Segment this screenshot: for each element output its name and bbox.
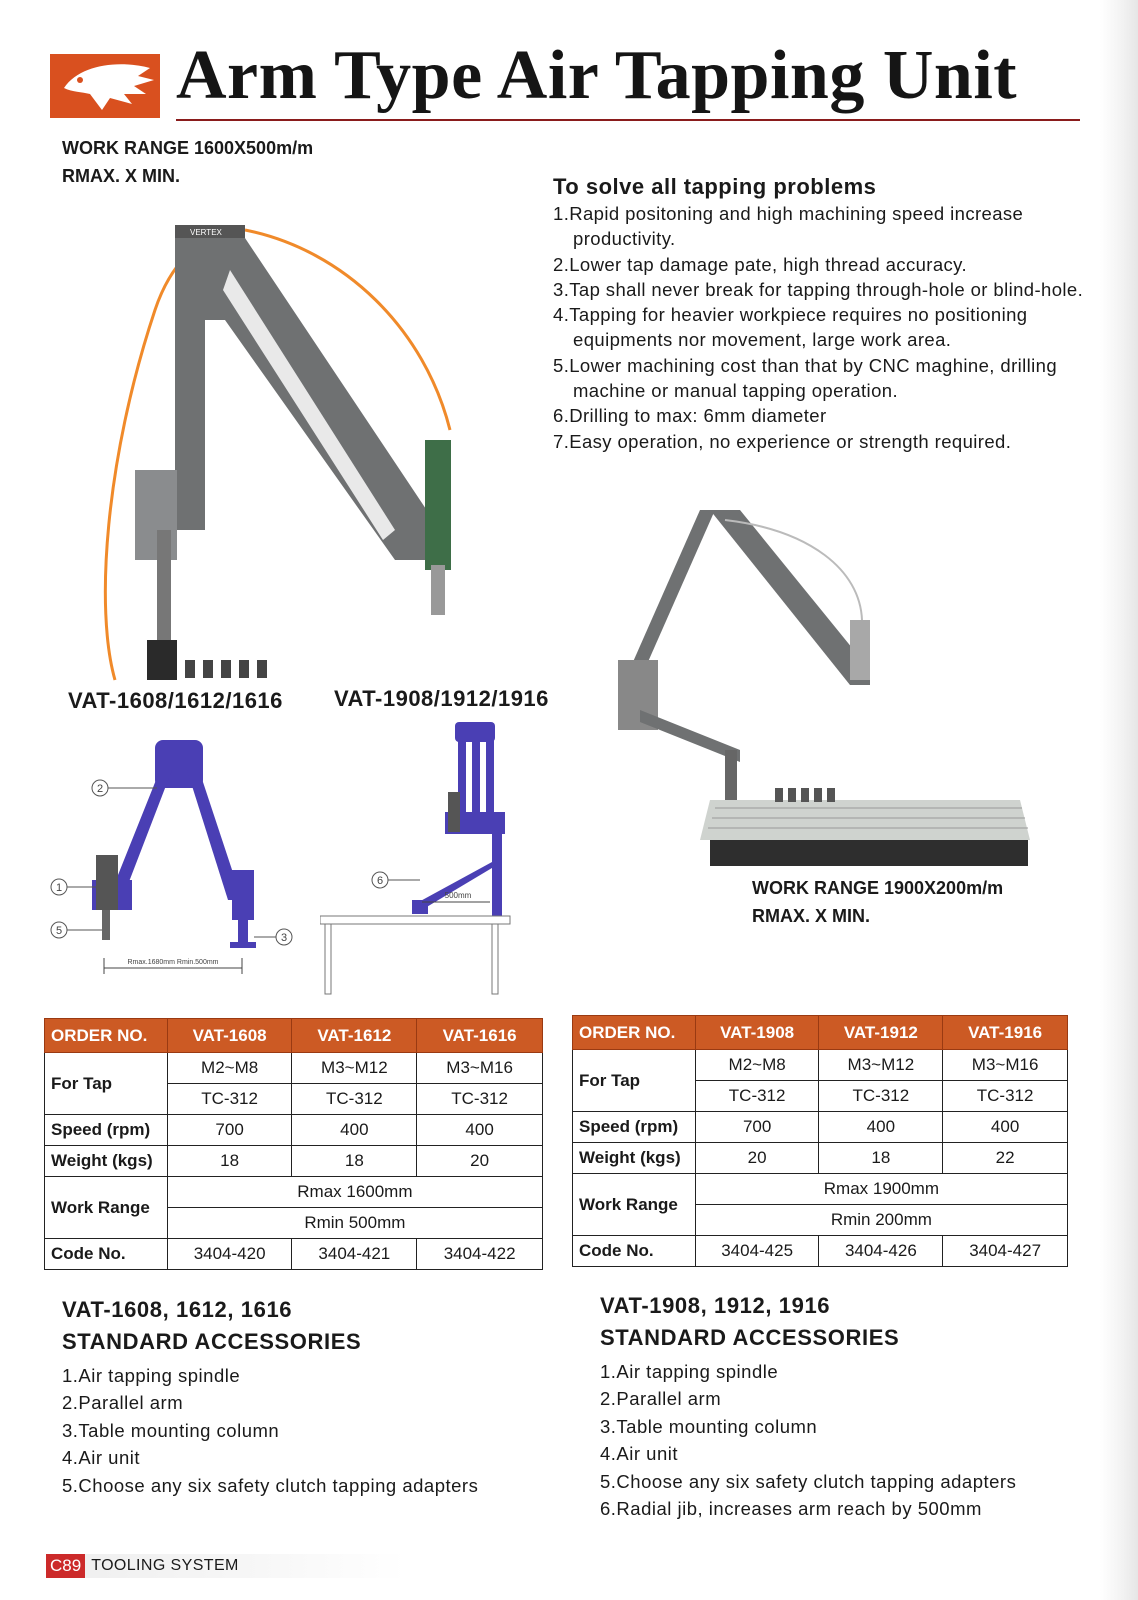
row-label: Weight (kgs) bbox=[45, 1146, 168, 1177]
header-cell: VAT-1908 bbox=[695, 1016, 819, 1050]
accessory-item: 3.Table mounting column bbox=[62, 1419, 280, 1441]
accessory-item: 1.Air tapping spindle bbox=[600, 1361, 779, 1382]
table-cell: 400 bbox=[819, 1112, 943, 1143]
table-cell: M3~M12 bbox=[819, 1050, 943, 1081]
vat-1608-photo bbox=[95, 210, 485, 695]
table-cell: M3~M16 bbox=[417, 1053, 543, 1084]
table-cell: 3404-426 bbox=[819, 1236, 943, 1267]
accessories-left-title: VAT-1608, 1612, 1616 bbox=[62, 1297, 293, 1322]
header-cell: VAT-1916 bbox=[943, 1016, 1068, 1050]
table-cell: 18 bbox=[292, 1146, 417, 1177]
diagram-left bbox=[42, 730, 302, 995]
table-row bbox=[573, 1050, 1068, 1081]
spec-table-left bbox=[44, 1018, 543, 1270]
table-row bbox=[573, 1236, 1068, 1267]
table-cell: TC-312 bbox=[819, 1081, 943, 1112]
callout-1: 1 bbox=[55, 882, 63, 894]
table-cell: 3404-421 bbox=[292, 1239, 417, 1270]
header-cell: VAT-1608 bbox=[167, 1019, 292, 1053]
features-heading: To solve all tapping problems bbox=[553, 174, 877, 199]
table-cell: 3404-422 bbox=[417, 1239, 543, 1270]
dim-left-label: Rmax.1680mm Rmin.500mm bbox=[127, 959, 219, 966]
table-cell: 700 bbox=[167, 1115, 292, 1146]
table-cell: Rmin 500mm bbox=[167, 1208, 542, 1239]
table-cell: Rmin 200mm bbox=[695, 1205, 1067, 1236]
accessories-right bbox=[600, 1290, 1090, 1522]
table-row bbox=[45, 1146, 543, 1177]
table-cell: TC-312 bbox=[292, 1084, 417, 1115]
table-cell: Rmax 1900mm bbox=[695, 1174, 1067, 1205]
table-header-row bbox=[45, 1019, 543, 1053]
callout-3: 3 bbox=[280, 932, 288, 944]
feature-item: 5.Lower machining cost than that by CNC maghine, drilling machine or manual tapping operation. bbox=[553, 354, 1058, 402]
callout-5: 5 bbox=[55, 925, 63, 937]
accessories-right-title: VAT-1908, 1912, 1916 bbox=[600, 1293, 831, 1318]
feature-item: 6.Drilling to max: 6mm diameter bbox=[553, 405, 827, 427]
accessories-right-subtitle: STANDARD ACCESSORIES bbox=[600, 1325, 900, 1350]
table-cell: 3404-427 bbox=[943, 1236, 1068, 1267]
callout-6: 6 bbox=[376, 875, 384, 887]
table-cell: TC-312 bbox=[417, 1084, 543, 1115]
table-cell: 22 bbox=[943, 1143, 1068, 1174]
table-cell: Rmax 1600mm bbox=[167, 1177, 542, 1208]
page-edge-shadow bbox=[1100, 0, 1138, 1600]
model-right: VAT-1908/1912/1916 bbox=[334, 686, 549, 711]
table-cell: 20 bbox=[695, 1143, 819, 1174]
feature-item: 2.Lower tap damage pate, high thread accuracy. bbox=[553, 253, 967, 275]
table-row bbox=[573, 1143, 1068, 1174]
accessory-item: 4.Air unit bbox=[62, 1447, 141, 1469]
header-cell: VAT-1616 bbox=[417, 1019, 543, 1053]
diagram-right bbox=[320, 712, 520, 1002]
feature-item: 3.Tap shall never break for tapping through-hole or blind-hole. bbox=[553, 278, 1084, 300]
accessory-item: 1.Air tapping spindle bbox=[62, 1365, 241, 1386]
table-cell: TC-312 bbox=[167, 1084, 292, 1115]
table-row bbox=[45, 1053, 543, 1084]
feature-item: 1.Rapid positoning and high machining speed increase productivity. bbox=[553, 203, 1024, 250]
header-cell: VAT-1612 bbox=[292, 1019, 417, 1053]
row-label: Speed (rpm) bbox=[573, 1112, 696, 1143]
eagle-logo bbox=[50, 54, 160, 118]
table-row bbox=[573, 1112, 1068, 1143]
page-title: Arm Type Air Tapping Unit bbox=[176, 37, 1018, 114]
features-list bbox=[553, 201, 1093, 454]
row-label: Code No. bbox=[573, 1236, 696, 1267]
table-cell: 400 bbox=[943, 1112, 1068, 1143]
row-label: Work Range bbox=[573, 1174, 696, 1236]
left-work-range: WORK RANGE 1600X500m/m RMAX. X MIN. bbox=[62, 138, 314, 186]
table-cell: M3~M12 bbox=[292, 1053, 417, 1084]
table-cell: 20 bbox=[417, 1146, 543, 1177]
page-number: C89 bbox=[46, 1554, 85, 1578]
table-cell: 3404-420 bbox=[167, 1239, 292, 1270]
spec-table-right bbox=[572, 1015, 1068, 1267]
row-label: For Tap bbox=[573, 1050, 696, 1112]
table-cell: 400 bbox=[292, 1115, 417, 1146]
table-row bbox=[45, 1239, 543, 1270]
table-row bbox=[45, 1115, 543, 1146]
table-cell: 700 bbox=[695, 1112, 819, 1143]
right-work-range: WORK RANGE 1900X200m/m RMAX. X MIN. bbox=[752, 878, 1004, 926]
dim-right-label: 500mm bbox=[444, 891, 472, 900]
table-cell: TC-312 bbox=[695, 1081, 819, 1112]
accessories-left bbox=[62, 1294, 562, 1499]
model-left: VAT-1608/1612/1616 bbox=[68, 688, 283, 713]
header-cell: VAT-1912 bbox=[819, 1016, 943, 1050]
table-cell: 18 bbox=[167, 1146, 292, 1177]
table-cell: M3~M16 bbox=[943, 1050, 1068, 1081]
table-cell: 3404-425 bbox=[695, 1236, 819, 1267]
table-cell: TC-312 bbox=[943, 1081, 1068, 1112]
table-row bbox=[573, 1174, 1068, 1205]
accessory-item: 5.Choose any six safety clutch tapping adapters bbox=[62, 1474, 479, 1496]
accessory-item: 6.Radial jib, increases arm reach by 500mm bbox=[600, 1498, 982, 1520]
accessory-item: 4.Air unit bbox=[600, 1443, 679, 1465]
table-cell: M2~M8 bbox=[695, 1050, 819, 1081]
brand-label: VERTEX bbox=[190, 228, 222, 237]
feature-item: 4.Tapping for heavier workpiece requires no positioning equipments nor movement, large work area. bbox=[553, 304, 1028, 351]
accessory-item: 2.Parallel arm bbox=[600, 1388, 722, 1410]
header-cell: ORDER NO. bbox=[573, 1016, 696, 1050]
accessory-item: 3.Table mounting column bbox=[600, 1415, 818, 1437]
table-cell: M2~M8 bbox=[167, 1053, 292, 1084]
row-label: Speed (rpm) bbox=[45, 1115, 168, 1146]
table-cell: 400 bbox=[417, 1115, 543, 1146]
row-label: For Tap bbox=[45, 1053, 168, 1115]
feature-item: 7.Easy operation, no experience or strength required. bbox=[553, 430, 1012, 452]
table-cell: 18 bbox=[819, 1143, 943, 1174]
row-label: Code No. bbox=[45, 1239, 168, 1270]
header-cell: ORDER NO. bbox=[45, 1019, 168, 1053]
section-name: TOOLING SYSTEM bbox=[91, 1557, 239, 1574]
row-label: Work Range bbox=[45, 1177, 168, 1239]
accessory-item: 5.Choose any six safety clutch tapping adapters bbox=[600, 1470, 1017, 1492]
vat-1908-photo bbox=[600, 510, 1050, 880]
table-header-row bbox=[573, 1016, 1068, 1050]
accessories-left-subtitle: STANDARD ACCESSORIES bbox=[62, 1329, 362, 1354]
row-label: Weight (kgs) bbox=[573, 1143, 696, 1174]
table-row bbox=[45, 1177, 543, 1208]
page-footer bbox=[46, 1554, 406, 1578]
title-underline bbox=[176, 119, 1080, 121]
accessory-item: 2.Parallel arm bbox=[62, 1392, 184, 1414]
callout-2: 2 bbox=[96, 783, 104, 795]
